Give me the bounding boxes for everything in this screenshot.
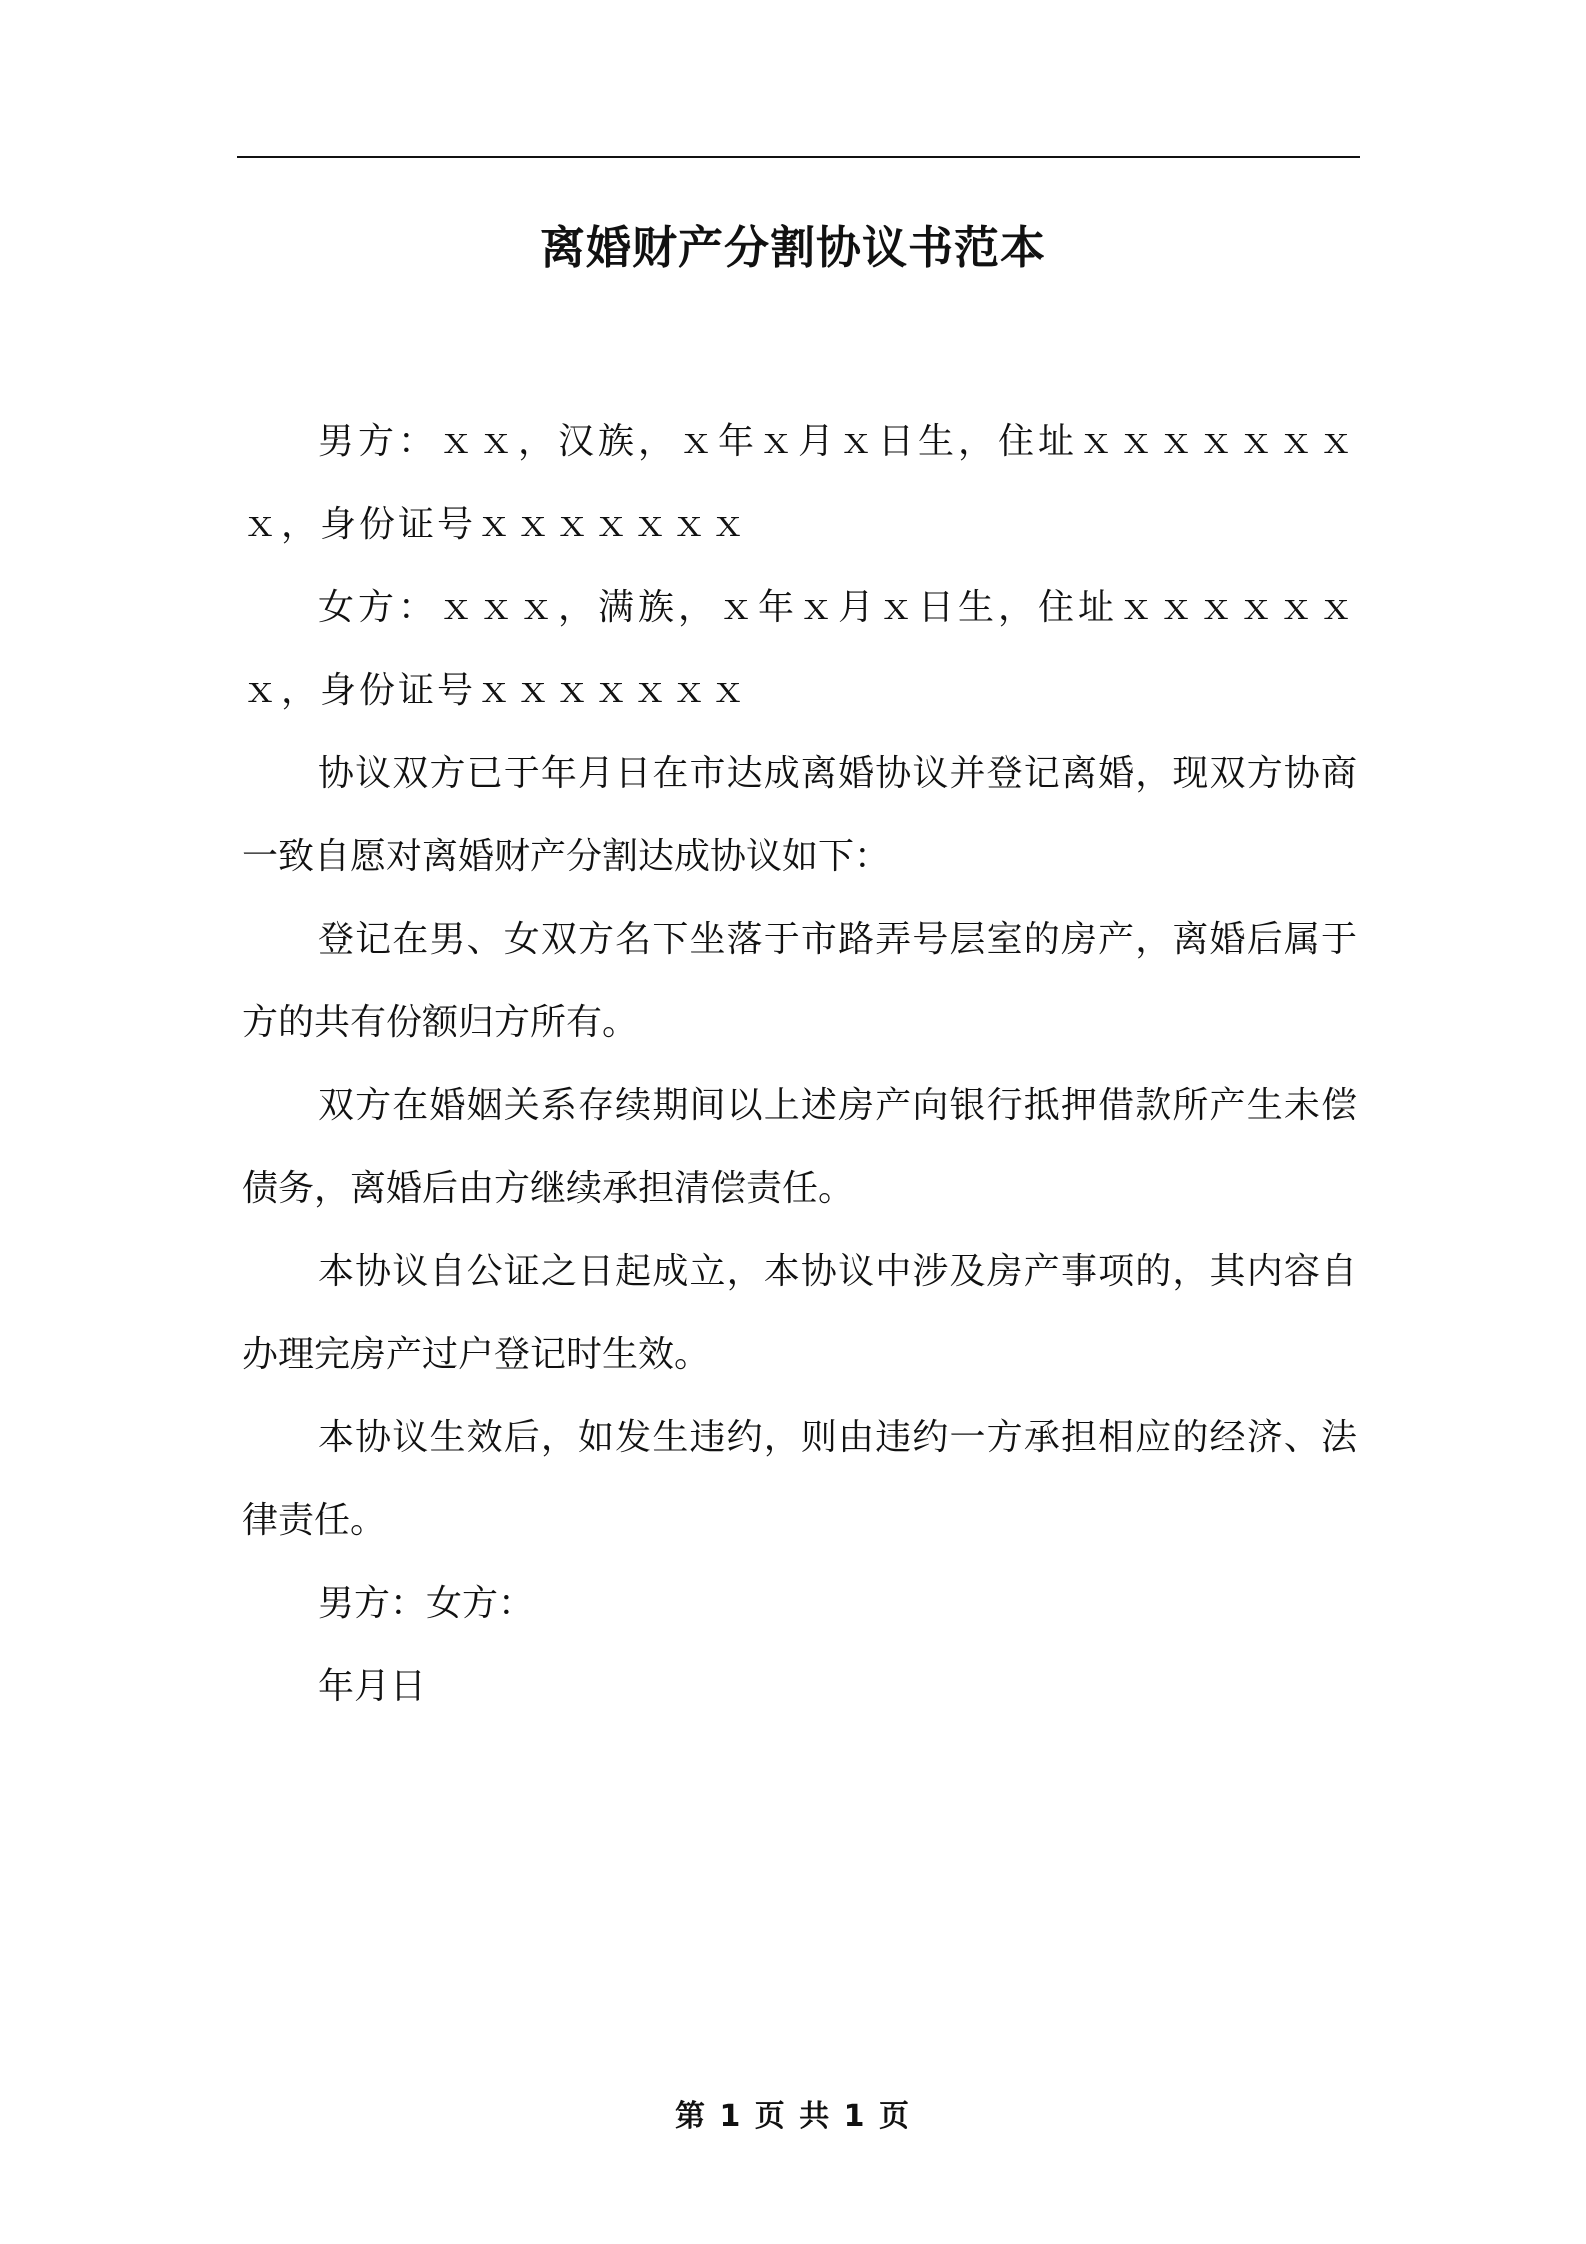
document-body [242, 400, 1357, 1728]
paragraph-agreement-intro: 协议双方已于年月日在市达成离婚协议并登记离婚，现双方协商一致自愿对离婚财产分割达成协议如下： [242, 753, 1357, 877]
paragraph-debt-responsibility: 双方在婚姻关系存续期间以上述房产向银行抵押借款所产生未偿债务，离婚后由方继续承担清偿责任。 [242, 1085, 1357, 1209]
paragraph-male-party: 男方：ｘｘ，汉族，ｘ年ｘ月ｘ日生，住址ｘｘｘｘｘｘｘｘ，身份证号ｘｘｘｘｘｘｘ [242, 421, 1357, 545]
paragraph-property-ownership: 登记在男、女双方名下坐落于市路弄号层室的房产，离婚后属于方的共有份额归方所有。 [242, 919, 1357, 1043]
document-title: 离婚财产分割协议书范本 [539, 221, 1046, 274]
paragraph-effective-date: 本协议自公证之日起成立，本协议中涉及房产事项的，其内容自办理完房产过户登记时生效。 [242, 1251, 1357, 1375]
date-line: 年月日 [318, 1666, 427, 1707]
paragraph-breach-liability: 本协议生效后，如发生违约，则由违约一方承担相应的经济、法律责任。 [242, 1417, 1357, 1541]
header-rule [237, 156, 1360, 158]
page-number: 第 1 页 共 1 页 [675, 2099, 911, 2134]
paragraph-female-party: 女方：ｘｘｘ，满族，ｘ年ｘ月ｘ日生，住址ｘｘｘｘｘｘｘ，身份证号ｘｘｘｘｘｘｘ [242, 587, 1357, 711]
signature-line: 男方：女方： [318, 1583, 535, 1624]
